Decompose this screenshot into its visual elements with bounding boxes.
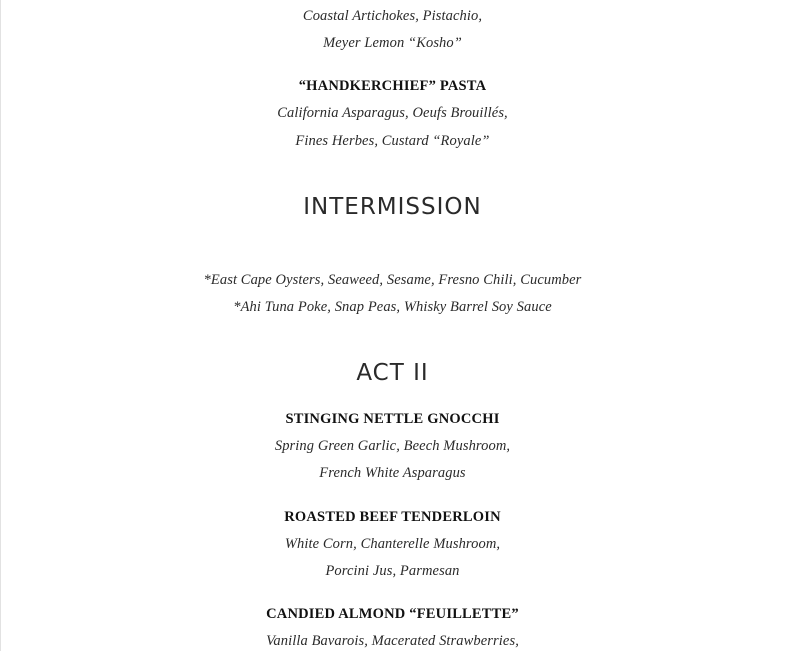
intermission-item: *East Cape Oysters, Seaweed, Sesame, Fresno Chili, Cucumber [203, 272, 582, 288]
dish-title-gnocchi: STINGING NETTLE GNOCCHI [285, 411, 500, 427]
dish-description-line: Coastal Artichokes, Pistachio, [302, 8, 483, 24]
intermission-item: *Ahi Tuna Poke, Snap Peas, Whisky Barrel Soy Sauce [233, 299, 552, 315]
dish-title-pasta: “HANDKERCHIEF” PASTA [298, 78, 487, 94]
dish-title-beef: ROASTED BEEF TENDERLOIN [284, 509, 501, 525]
dish-description-line: Meyer Lemon “Kosho” [323, 35, 462, 51]
section-heading-intermission: INTERMISSION [303, 194, 482, 220]
page-left-border [0, 0, 1, 651]
dish-title-feuillette: CANDIED ALMOND “FEUILLETTE” [266, 606, 519, 622]
dish-description-line: White Corn, Chanterelle Mushroom, [284, 536, 501, 552]
section-heading-act-ii: ACT II [356, 360, 429, 386]
dish-description-line: Vanilla Bavarois, Macerated Strawberries, [266, 633, 519, 649]
dish-description-line: French White Asparagus [319, 465, 466, 481]
dish-description-line: Porcini Jus, Parmesan [325, 563, 460, 579]
dish-description-line: Fines Herbes, Custard “Royale” [295, 133, 490, 149]
dish-description-line: California Asparagus, Oeufs Brouillés, [277, 105, 508, 121]
dish-description-line: Spring Green Garlic, Beech Mushroom, [274, 438, 511, 454]
